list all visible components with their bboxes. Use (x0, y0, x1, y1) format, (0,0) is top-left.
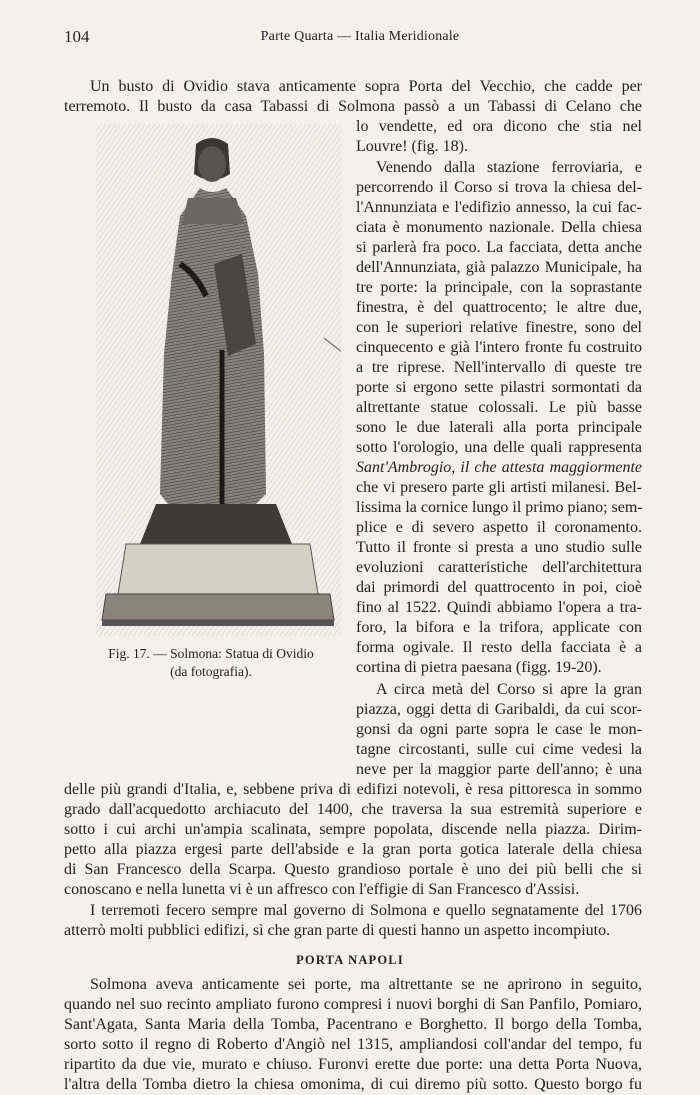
text-line: sotto i cui archi un'ampia scalinata, sempre popolata, discende nella piazza. Dirim- (64, 821, 642, 838)
text-line: forma ogivale. Il resto della facciata è a (356, 639, 642, 656)
figure-caption-source: (da fotografia). (170, 664, 252, 679)
text-line: altrettante statue colossali. Le più basse (356, 399, 642, 416)
text-line: fino al 1522. Quindi abbiamo l'opera a tra- (356, 599, 642, 616)
text-line: quando nel suo recinto ampliato furono compresi i nuovi borghi di San Panfilo, Pomiaro, (64, 996, 642, 1013)
text-line: si parlerà fra poco. La facciata, detta anche (356, 239, 642, 256)
text-line: tagne circostanti, sulle cui cime vedesi la (356, 741, 642, 758)
text-line: sorto sotto il regno di Roberto d'Angiò nel 1315, ampliandosi coll'andar del tempo, fu (64, 1036, 642, 1053)
text-line: gonsi da ogni parte sopra le case le mon- (356, 721, 642, 738)
text-line: Louvre! (fig. 18). (356, 138, 468, 155)
text-line: dai primordi del quattrocento in poi, cioè (356, 579, 642, 596)
text-line: percorrendo il Corso si trova la chiesa del- (356, 179, 642, 196)
text-line: Venendo dalla stazione ferroviaria, e (376, 159, 642, 176)
text-line: cinquecento e già l'intero fronte fu costruito (356, 339, 642, 356)
page-number: 104 (64, 27, 90, 46)
text-line: Sant'Agata, Santa Maria della Tomba, Pacentrano e Borghetto. Il borgo della Tomba, (64, 1016, 642, 1033)
text-line: terremoto. Il busto da casa Tabassi di Solmona passò a un Tabassi di Celano che (64, 98, 642, 115)
text-line: finestra, è del quattrocento; le altre due, (356, 299, 642, 316)
text-line: piazza, oggi detta di Garibaldi, da cui scor- (356, 701, 642, 718)
text-line: foro, la bifora e la trifora, applicate con (356, 619, 642, 636)
text-line: di San Francesco della Scarpa. Questo grandioso portale è uno dei più belli che si (64, 861, 642, 878)
page-header (60, 27, 660, 49)
text-line: grado dall'acquedotto archiacuto del 1400, che traversa la sua estremità superiore e (64, 801, 642, 818)
text-line: plice e di severo aspetto il coronamento. (356, 519, 642, 536)
text-line: cortina di pietra paesana (figg. 19-20). (356, 659, 602, 676)
text-line: petto alla piazza ergesi parte dell'abside e la gran porta gotica laterale della chiesa (64, 841, 642, 858)
text-line: evoluzioni caratteristiche dell'architettura (356, 559, 642, 576)
text-line: a tre riprese. Nell'intervallo di queste tre (356, 359, 642, 376)
text-line: con le superiori relative finestre, sono del (356, 319, 642, 336)
ovid-statue-engraving (96, 124, 341, 636)
text-line: l'Annunziata e l'edifizio annesso, la cui fac- (356, 199, 642, 216)
text-line: sono le due laterali alla porta principale (356, 419, 642, 436)
section-heading: PORTA NAPOLI (296, 953, 404, 967)
text-line: porte si ergono sette pilastri sormontati da (356, 379, 642, 396)
text-line: lo vendette, ed ora dicono che stia nel (356, 118, 642, 135)
text-line: che vi presero parte gli artisti milanesi. Bel- (356, 479, 642, 496)
text-line: delle più grandi d'Italia, e, sebbene priva di edifizi notevoli, è resa pittoresca in sommo (64, 781, 642, 798)
text-line: l'altra della Tomba dietro la chiesa omonima, di cui diremo più sotto. Questo borgo fu (64, 1076, 642, 1093)
text-line: atterrò molti pubblici edifizi, sì che gran parte di questi hanno un aspetto incompiuto. (64, 922, 611, 939)
text-line: ciata è monumento nazionale. Della chiesa (356, 219, 642, 236)
text-line: Solmona aveva anticamente sei porte, ma altrettante se ne aprirono in seguito, (90, 976, 642, 993)
text-line: Tutto il fronte si presta a uno studio sulle (356, 539, 642, 556)
text-line: I terremoti fecero sempre mal governo di Solmona e quello segnatamente del 1706 (90, 902, 642, 919)
text-line: ripartito da due vie, murato e chiuso. Furonvi erette due porte: una detta Porta Nuova, (64, 1056, 642, 1073)
text-line: lissima la cornice lungo il primo piano; sem- (356, 499, 643, 516)
text-line: tre porte: la principale, con la soprastante (356, 279, 642, 296)
text-line: sotto l'orologio, una delle quali rappresenta (356, 439, 642, 456)
text-line: dell'Annunziata, già palazzo Municipale, ha (356, 259, 642, 276)
text-line: conoscano e nella lunetta vi è un affresco con l'effigie di San Francesco d'Assisi. (64, 881, 580, 898)
figure-caption: Fig. 17. — Solmona: Statua di Ovidio (108, 646, 314, 661)
text-line: Sant'Ambrogio, il che attesta maggiormente (356, 459, 642, 476)
text-line: Un busto di Ovidio stava anticamente sopra Porta del Vecchio, che cadde per (90, 78, 642, 95)
text-line: neve per la maggior parte dell'anno; è una (356, 761, 642, 778)
running-title: Parte Quarta — Italia Meridionale (260, 29, 460, 44)
text-line: A circa metà del Corso si apre la gran (376, 681, 642, 698)
